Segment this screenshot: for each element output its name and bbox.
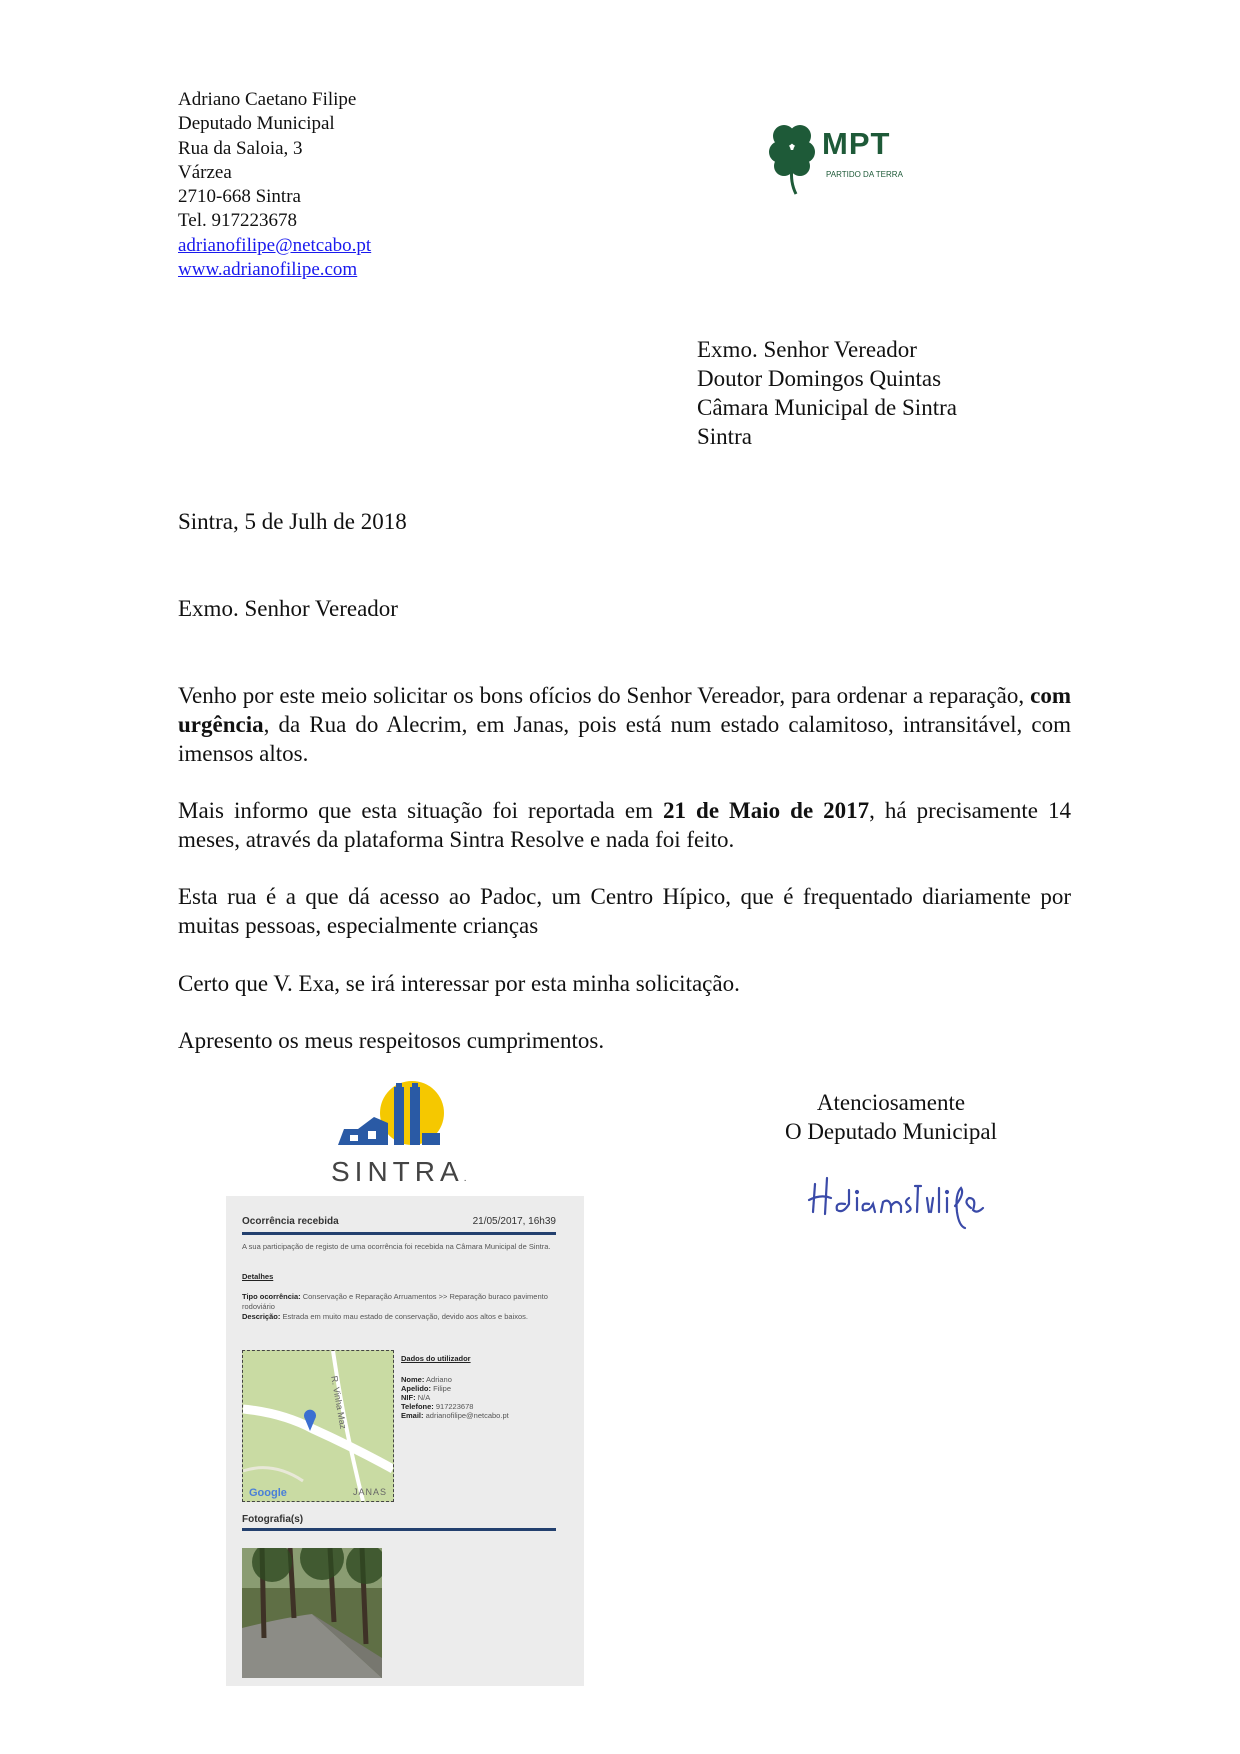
sintra-emblem-icon bbox=[328, 1073, 488, 1155]
map-road-label: R. Vinha Maz bbox=[329, 1375, 349, 1430]
sender-postal: 2710-668 Sintra bbox=[178, 186, 301, 208]
sender-street: Rua da Saloia, 3 bbox=[178, 137, 303, 159]
emphasis-urgency: com urgência bbox=[178, 683, 1071, 737]
occurrence-description: Descrição: Estrada em muito mau estado de conservação, devido aos altos e baixos. bbox=[242, 1312, 529, 1321]
sintra-logo-text: SINTRA. bbox=[331, 1156, 467, 1187]
recipient-line-1: Exmo. Senhor Vereador bbox=[697, 337, 917, 362]
google-logo: Google bbox=[249, 1487, 287, 1499]
user-email: Email: adrianofilipe@netcabo.pt bbox=[401, 1411, 509, 1420]
sender-phone: Tel. 917223678 bbox=[178, 210, 297, 232]
handwritten-signature bbox=[805, 1168, 1005, 1234]
mpt-logo-subtitle: PARTIDO DA TERRA bbox=[826, 170, 903, 179]
recipient-line-4: Sintra bbox=[697, 424, 752, 449]
body-paragraph-2: Mais informo que esta situação foi reportada em 21 de Maio de 2017, há precisamente 14 meses, através da plataforma Sintra Resolve e nada foi feito. bbox=[178, 798, 1071, 852]
occurrence-type: Tipo ocorrência: Conservação e Reparação Arruamentos >> Reparação buraco pavimento rodoviário bbox=[242, 1292, 548, 1311]
mpt-logo bbox=[766, 120, 906, 200]
body-paragraph-3: Esta rua é a que dá acesso ao Padoc, um Centro Hípico, que é frequentado diariamente por muitas pessoas, especialmente crianças bbox=[178, 884, 1071, 938]
user-name: Nome: Adriano bbox=[401, 1375, 452, 1384]
emphasis-report-date: 21 de Maio de 2017 bbox=[663, 798, 870, 823]
location-map bbox=[242, 1350, 394, 1502]
closing-line-2: O Deputado Municipal bbox=[784, 1119, 998, 1144]
recipient-line-3: Câmara Municipal de Sintra bbox=[697, 395, 957, 420]
user-data-block bbox=[401, 1354, 551, 1420]
sender-email-link[interactable]: adrianofilipe@netcabo.pt bbox=[178, 234, 372, 256]
details-heading: Detalhes bbox=[242, 1272, 274, 1281]
user-nif: NIF: N/A bbox=[401, 1393, 431, 1402]
recipient-line-2: Doutor Domingos Quintas bbox=[697, 366, 942, 391]
sender-website-link[interactable]: www.adrianofilipe.com bbox=[178, 259, 358, 281]
occurrence-title: Ocorrência recebida bbox=[242, 1216, 339, 1227]
photos-divider bbox=[242, 1528, 556, 1531]
user-data-heading: Dados do utilizador bbox=[401, 1354, 471, 1363]
header-divider bbox=[242, 1232, 556, 1235]
closing-block bbox=[760, 1088, 1022, 1146]
road-photo bbox=[242, 1548, 382, 1678]
photos-heading: Fotografia(s) bbox=[242, 1514, 304, 1525]
sintra-logo bbox=[328, 1073, 488, 1188]
occurrence-intro: A sua participação de registo de uma ocorrência foi recebida na Câmara Municipal de Sintra. bbox=[242, 1242, 551, 1251]
closing-line-1: Atenciosamente bbox=[816, 1090, 966, 1115]
body-paragraph-5: Apresento os meus respeitosos cumprimentos. bbox=[178, 1028, 605, 1053]
sender-name: Adriano Caetano Filipe bbox=[178, 89, 357, 110]
body-paragraph-4: Certo que V. Exa, se irá interessar por esta minha solicitação. bbox=[178, 971, 740, 996]
occurrence-report-screenshot bbox=[226, 1196, 584, 1686]
user-phone: Telefone: 917223678 bbox=[401, 1402, 474, 1411]
occurrence-header bbox=[242, 1216, 556, 1227]
sender-locality: Várzea bbox=[178, 161, 232, 183]
mpt-logo-text: MPT bbox=[822, 126, 891, 161]
map-pin-icon bbox=[303, 1409, 317, 1431]
map-place-label: JANAS bbox=[353, 1487, 388, 1497]
occurrence-timestamp: 21/05/2017, 16h39 bbox=[472, 1216, 556, 1227]
body-paragraph-1: Venho por este meio solicitar os bons ofícios do Senhor Vereador, para ordenar a reparação, com urgência, da Rua do Alecrim, em Janas, pois está num estado calamitoso, intransitável, com imensos altos. bbox=[178, 683, 1071, 766]
recipient-block bbox=[697, 335, 957, 451]
date-line: Sintra, 5 de Julh de 2018 bbox=[178, 509, 407, 534]
sender-block bbox=[178, 88, 371, 282]
details-heading-row bbox=[242, 1272, 556, 1282]
map-roads bbox=[243, 1351, 393, 1501]
salutation: Exmo. Senhor Vereador bbox=[178, 596, 398, 621]
user-surname: Apelido: Filipe bbox=[401, 1384, 452, 1393]
clover-icon bbox=[766, 120, 826, 196]
sender-role: Deputado Municipal bbox=[178, 113, 335, 135]
